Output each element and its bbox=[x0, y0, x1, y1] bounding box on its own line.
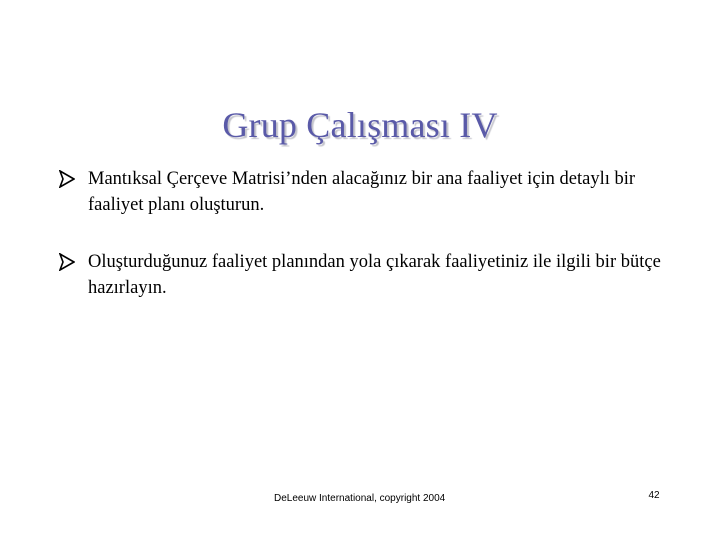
footer-copyright: DeLeeuw International, copyright 2004 bbox=[274, 493, 446, 504]
page-number: 42 bbox=[648, 490, 660, 501]
bullet-item-prepare-budget bbox=[88, 249, 688, 301]
bullet-text: Oluşturduğunuz faaliyet planından yola çıkarak faaliyetiniz ile ilgili bir bütçe hazırlayın. bbox=[88, 252, 661, 298]
bullet-text: Mantıksal Çerçeve Matrisi’nden alacağınız bir ana faaliyet için detaylı bir faaliyet planı oluşturun. bbox=[88, 169, 636, 215]
bullet-item-detailed-activity-plan bbox=[88, 166, 688, 218]
arrowhead-bullet-icon bbox=[59, 170, 75, 188]
slide-title: Grup Çalışması IV bbox=[222, 105, 498, 145]
arrowhead-bullet-icon bbox=[59, 253, 75, 271]
